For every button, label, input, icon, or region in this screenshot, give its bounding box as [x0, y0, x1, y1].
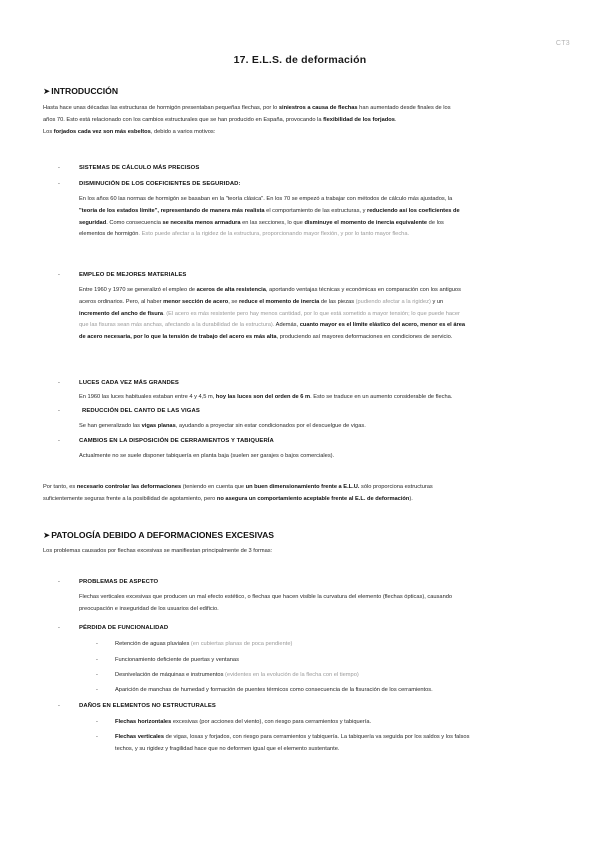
list-item-title: DAÑOS EN ELEMENTOS NO ESTRUCTURALES	[79, 703, 216, 709]
arrow-icon: ➤	[43, 530, 51, 540]
list-item-body: Se han generalizado las vigas planas, ayudando a proyectar sin estar condicionados por el descuelgue de vigas.	[79, 423, 366, 429]
list-item-body: Actualmente no se suele disponer tabiquería en planta baja (suelen ser garajes o bajos comerciales).	[79, 453, 335, 459]
section-heading-text: PATOLOGÍA DEBIDO A DEFORMACIONES EXCESIVAS	[51, 530, 275, 540]
section-heading-text: INTRODUCCIÓN	[51, 86, 119, 96]
list-item-title: SISTEMAS DE CÁLCULO MÁS PRECISOS	[79, 165, 200, 171]
list-item-title: LUCES CADA VEZ MÁS GRANDES	[79, 380, 179, 386]
section-heading-patologia	[43, 530, 274, 541]
list-item-body: En los años 60 las normas de hormigón se basaban en la "teoría clásica". En los 70 se empezó a trabajar con métodos de cálculo más ajustados, la "teoría de los estados límite", representando de manera más realista el comportamiento de las estructuras, y reduciendo así los coeficientes de seguridad. Como consecuencia se necesita menos armadura en las secciones, lo que disminuye el momento de inercia equivalente de los elementos de hormigón. Esto puede afectar a la rigidez de la estructura, proporcionando mayor flexión, y por lo tanto mayor flecha.	[79, 196, 460, 238]
sub-list-item: Retención de aguas pluviales (en cubiertas planas de poca pendiente)	[115, 641, 293, 647]
arrow-icon: ➤	[43, 86, 51, 96]
list-item-body: Flechas verticales excesivas que producen un mal efecto estético, o flechas que hacen visible la curvatura del elemento (flechas ópticas), causando preocupación e inseguridad de los usuarios del edificio.	[79, 594, 453, 612]
sub-list-item: Funcionamiento deficiente de puertas y ventanas	[115, 657, 239, 663]
intro-paragraph: Hasta hace unas décadas las estructuras de hormigón presentaban pequeñas flechas, por lo siniestros a causa de flechas han aumentado desde finales de los años 70. Esto está relacionado con los cambios estructurales que se han producido en España, provocando la flexibilidad de los forjados. Los forjados cada vez son más esbeltos, debido a varios motivos:	[43, 105, 451, 135]
conclusion-paragraph: Por tanto, es necesario controlar las deformaciones (teniendo en cuenta que un buen dimensionamiento frente a E.L.U. sólo proporciona estructuras suficientemente seguras frente a la posibilidad de agotamiento, pero no asegura un comportamiento aceptable frente al E.L. de deformación).	[43, 484, 433, 502]
list-item-title: DISMINUCIÓN DE LOS COEFICIENTES DE SEGURIDAD:	[79, 181, 241, 187]
sub-list-item: Flechas verticales de vigas, losas y forjados, con riesgo para cerramientos y tabiquería. La tabiquería va seguida por los saldos y los falsos techos, y su rigidez y fragilidad hace que no deformen igual que el elemento sustentante.	[115, 734, 470, 752]
list-item-body: En 1960 las luces habituales estaban entre 4 y 4,5 m, hoy las luces son del orden de 6 m. Esto se traduce en un aumento considerable de flecha.	[79, 394, 453, 400]
sub-list-item: Flechas horizontales excesivas (por acciones del viento), con riesgo para cerramientos y tabiquería.	[115, 719, 372, 725]
document-page: CT3 17. E.L.S. de deformación ➤INTRODUCCIÓN Hasta hace unas décadas las estructuras de hormigón presentaban pequeñas flechas, por lo siniestros a causa de flechas han aumentado desde finales de los años 70. Esto está relacionado con los cambios estructurales que se han producido en España, provocando la flexibilidad de los forjados. Los forjados cada vez son más esbeltos, debido a varios motivos: - SISTEMAS DE CÁLCULO MÁS PRECISOS - DISMINUCIÓN DE LOS COEFICIENTES DE SEGURIDAD: En los años 60 las normas de hormigón se basaban en la "teoría clásica". En los 70 se empezó a trabajar con métodos de cálculo más ajustados, la "teoría de los estados límite", representando de manera más realista el comportamiento de las estructuras, y reduciendo así los coeficientes de seguridad. Como consecuencia se necesita menos armadura en las secciones, lo que disminuye el momento de inercia equivalente de los elementos de hormigón. Esto puede afectar a la rigidez de la estructura, proporcionando mayor flexión, y por lo tanto mayor flecha. - EMPLEO DE MEJORES MATERIALES Entre 1960 y 1970 se generalizó el empleo de aceros de alta resistencia, aportando ventajas técnicas y económicas en comparación con los antiguos aceros ordinarios. Pero, al haber menor sección de acero, se reduce el momento de inercia de las piezas (pudiendo afectar a la rigidez) y un incremento del ancho de fisura. (El acero es más resistente pero hay menos cantidad, por lo que está sometido a mayor tensión; lo que puede hacer que las fisuras sean más anchas, afectando a la durabilidad de la estructura). Además, cuanto mayor es el límite elástico del acero, menor es el área de acero necesaria, por lo que la tensión de trabajo del acero es más alta, produciendo así mayores deformaciones en condiciones de servicio. - LUCES CADA VEZ MÁS GRANDES En 1960 las luces habituales estaban entre 4 y 4,5 m, hoy las luces son del orden de 6 m. Esto se traduce en un aumento considerable de flecha. - REDUCCIÓN DEL CANTO DE LAS VIGAS Se han generalizado las vigas planas, ayudando a proyectar sin estar condicionados por el descuelgue de vigas. - CAMBIOS EN LA DISPOSICIÓN DE CERRAMIENTOS Y TABIQUERÍA Actualmente no se suele disponer tabiquería en planta baja (suelen ser garajes o bajos comerciales). Por tanto, es necesario controlar las deformaciones (teniendo en cuenta que un buen dimensionamiento frente a E.L.U. sólo proporciona estructuras suficientemente seguras frente a la posibilidad de agotamiento, pero no asegura un comportamiento aceptable frente al E.L. de deformación). ➤PATOLOGÍA DEBIDO A DEFORMACIONES EXCESIVAS Los problemas causados por flechas excesivas se manifiestan principalmente de 3 formas: - PROBLEMAS DE ASPECTO Flechas verticales excesivas que producen un mal efecto estético, o flechas que hacen visible la curvatura del elemento (flechas ópticas), causando preocupación e inseguridad de los usuarios del edificio. - PÉRDIDA DE FUNCIONALIDAD - Retención de aguas pluviales (en cubiertas planas de poca pendiente) - Funcionamiento deficiente de puertas y ventanas - Desnivelación de máquinas e instrumentos (evidentes en la evolución de la flecha con el tiempo) - Aparición de manchas de humedad y formación de puentes térmicos como consecuencia de la fisuración de los cerramientos. - DAÑOS EN ELEMENTOS NO ESTRUCTURALES - Flechas horizontales excesivas (por acciones del viento), con riesgo para cerramientos y tabiquería. - Flechas verticales de vigas, losas y forjados, con riesgo para cerramientos y tabiquería. La tabiquería va seguida por los saldos y los falsos techos, y su rigidez y fragilidad hace que no deformen igual que el elemento sustentante.	[0, 0, 600, 848]
list-item-title: CAMBIOS EN LA DISPOSICIÓN DE CERRAMIENTOS Y TABIQUERÍA	[79, 438, 274, 444]
section-heading-introduccion	[43, 86, 118, 97]
list-item-title: PROBLEMAS DE ASPECTO	[79, 579, 159, 585]
list-item-title: PÉRDIDA DE FUNCIONALIDAD	[79, 625, 169, 631]
page-title: 17. E.L.S. de deformación	[233, 54, 367, 66]
patologia-intro: Los problemas causados por flechas excesivas se manifiestan principalmente de 3 formas:	[43, 548, 273, 554]
list-item-title: EMPLEO DE MEJORES MATERIALES	[79, 272, 187, 278]
sub-list-item: Aparición de manchas de humedad y formación de puentes térmicos como consecuencia de la fisuración de los cerramientos.	[115, 687, 433, 693]
list-item-title: REDUCCIÓN DEL CANTO DE LAS VIGAS	[82, 408, 200, 414]
sub-list-item: Desnivelación de máquinas e instrumentos (evidentes en la evolución de la flecha con el tiempo)	[115, 672, 359, 678]
corner-code: CT3	[555, 40, 570, 47]
list-item-body: Entre 1960 y 1970 se generalizó el empleo de aceros de alta resistencia, aportando ventajas técnicas y económicas en comparación con los antiguos aceros ordinarios. Pero, al haber menor sección de acero, se reduce el momento de inercia de las piezas (pudiendo afectar a la rigidez) y un incremento del ancho de fisura. (El acero es más resistente pero hay menos cantidad, por lo que está sometido a mayor tensión; lo que puede hacer que las fisuras sean más anchas, afectando a la durabilidad de la estructura). Además, cuanto mayor es el límite elástico del acero, menor es el área de acero necesaria, por lo que la tensión de trabajo del acero es más alta, produciendo así mayores deformaciones en condiciones de servicio.	[79, 287, 466, 341]
